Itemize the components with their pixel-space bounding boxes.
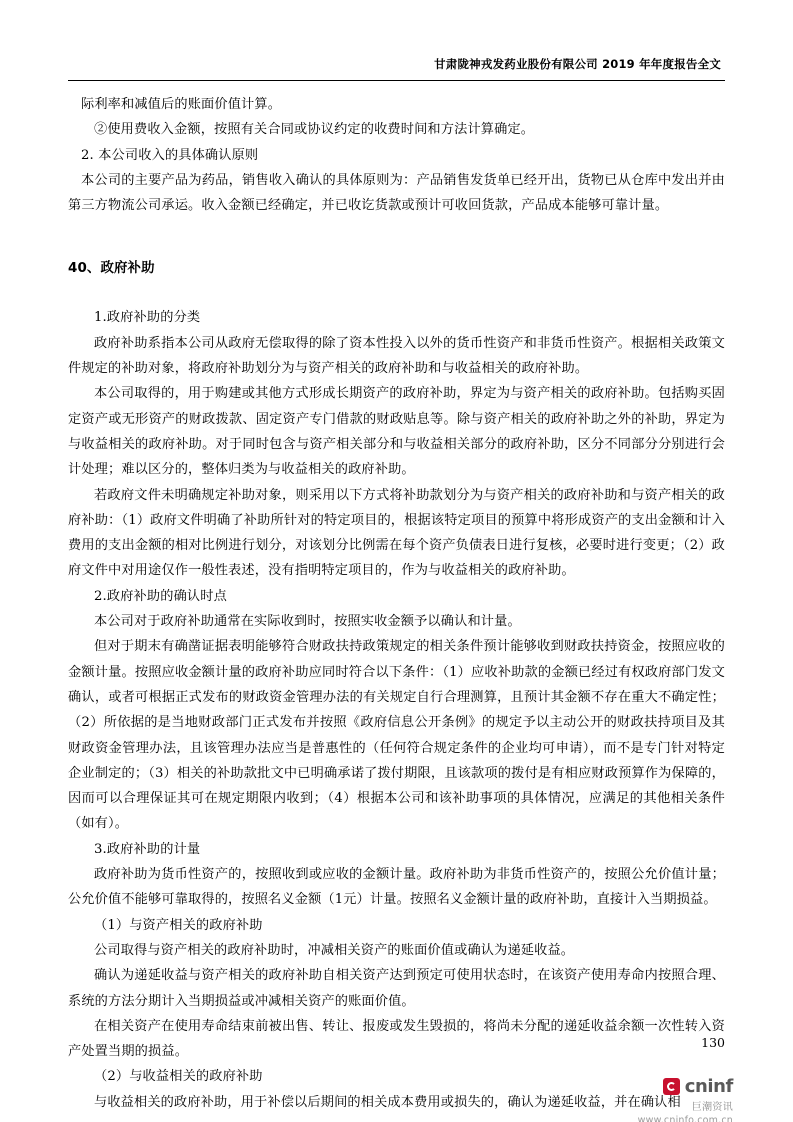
paragraph: 在相关资产在使用寿命结束前被出售、转让、报废或发生毁损的，将尚未分配的递延收益余额一次性转入资产处置当期的损益。 (68, 1018, 725, 1060)
paragraph: 政府补助系指本公司从政府无偿取得的除了资本性投入以外的货币性资产和非货币性资产。根据相关政策文件规定的补助对象，将政府补助划分为与资产相关的政府补助和与收益相关的政府补助。 (68, 335, 725, 377)
paragraph: 1.政府补助的分类 (94, 310, 201, 326)
header-divider (68, 80, 725, 81)
paragraph: 3.政府补助的计量 (94, 841, 201, 857)
logo-wordmark: cninf (684, 1076, 733, 1097)
page-number: 130 (701, 1035, 725, 1050)
paragraph: 2.政府补助的确认时点 (94, 588, 227, 604)
paragraph: ②使用费收入金额，按照有关合同或协议约定的收费时间和方法计算确定。 (94, 122, 535, 138)
cninfo-logo-icon (663, 1078, 680, 1095)
paragraph: 2. 本公司收入的具体确认原则 (81, 147, 259, 163)
section-heading-40: 40、政府补助 (68, 261, 155, 277)
spacer (68, 218, 725, 256)
spacer (68, 281, 725, 305)
footer-logo (638, 1076, 733, 1122)
paragraph: 公司取得与资产相关的政府补助时，冲减相关资产的账面价值或确认为递延收益。 (94, 942, 575, 958)
document-body (68, 92, 725, 1115)
paragraph: 确认为递延收益与资产相关的政府补助自相关资产达到预定可使用状态时，在该资产使用寿命内按照合理、系统的方法分期计入当期损益或冲减相关资产的账面价值。 (68, 968, 725, 1009)
paragraph: 政府补助为货币性资产的，按照收到或应收的金额计量。政府补助为非货币性资产的，按照公允价值计量；公允价值不能够可靠取得的，按照名义金额（1元）计量。按照名义金额计量的政府补助，直接计入当期损益。 (68, 867, 725, 908)
paragraph: （2）与收益相关的政府补助 (94, 1069, 263, 1085)
paragraph: 本公司取得的，用于购建或其他方式形成长期资产的政府补助，界定为与资产相关的政府补助。包括购买固定资产或无形资产的财政拨款、固定资产专门借款的财政贴息等。除与资产相关的政府补助之外的补助，界定为与收益相关的政府补助。对于同时包含与资产相关部分和与收益相关部分的政府补助，区分不同部分分别进行会计处理；难以区分的，整体归类为与收益相关的政府补助。 (68, 386, 725, 478)
paragraph: 与收益相关的政府补助，用于补偿以后期间的相关成本费用或损失的，确认为递延收益，并在确认相 (94, 1094, 681, 1110)
page-header: 甘肃陇神戎发药业股份有限公司 2019 年年度报告全文 (434, 57, 721, 71)
paragraph: （1）与资产相关的政府补助 (94, 917, 263, 933)
paragraph: 但对于期末有确凿证据表明能够符合财政扶持政策规定的相关条件预计能够收到财政扶持资金，按照应收的金额计量。按照应收金额计量的政府补助应同时符合以下条件：（1）应收补助款的金额已经过有权政府部门发文确认，或者可根据正式发布的财政资金管理办法的有关规定自行合理测算，且预计其金额不存在重大不确定性；（2）所依据的是当地财政部门正式发布并按照《政府信息公开条例》的规定予以主动公开的财政扶持项目及其财政资金管理办法，且该管理办法应当是普惠性的（任何符合规定条件的企业均可申请），而不是专门针对特定企业制定的；（3）相关的补助款批文中已明确承诺了拨付期限，且该款项的拨付是有相应财政预算作为保障的，因而可以合理保证其可在规定期限内收到；（4）根据本公司和该补助事项的具体情况，应满足的其他相关条件（如有）。 (68, 639, 725, 832)
logo-url: www.cninfo.com.cn (637, 1115, 733, 1122)
paragraph: 本公司的主要产品为药品，销售收入确认的具体原则为：产品销售发货单已经开出，货物已从仓库中发出并由第三方物流公司承运。收入金额已经确定，并已收讫货款或预计可收回货款，产品成本能够可靠计量。 (68, 172, 725, 214)
paragraph: 本公司对于政府补助通常在实际收到时，按照实收金额予以确认和计量。 (94, 614, 521, 630)
paragraph: 若政府文件未明确规定补助对象，则采用以下方式将补助款划分为与资产相关的政府补助和与资产相关的政府补助：（1）政府文件明确了补助所针对的特定项目的，根据该特定项目的预算中将形成资产的支出金额和计入费用的支出金额的相对比例进行划分，对该划分比例需在每个资产负债表日进行复核，必要时进行变更；（2）政府文件中对用途仅作一般性表述，没有指明特定项目的，作为与收益相关的政府补助。 (68, 487, 725, 579)
logo-subtitle: 巨潮资讯 (691, 1102, 733, 1113)
paragraph: 际利率和减值后的账面价值计算。 (81, 97, 282, 112)
